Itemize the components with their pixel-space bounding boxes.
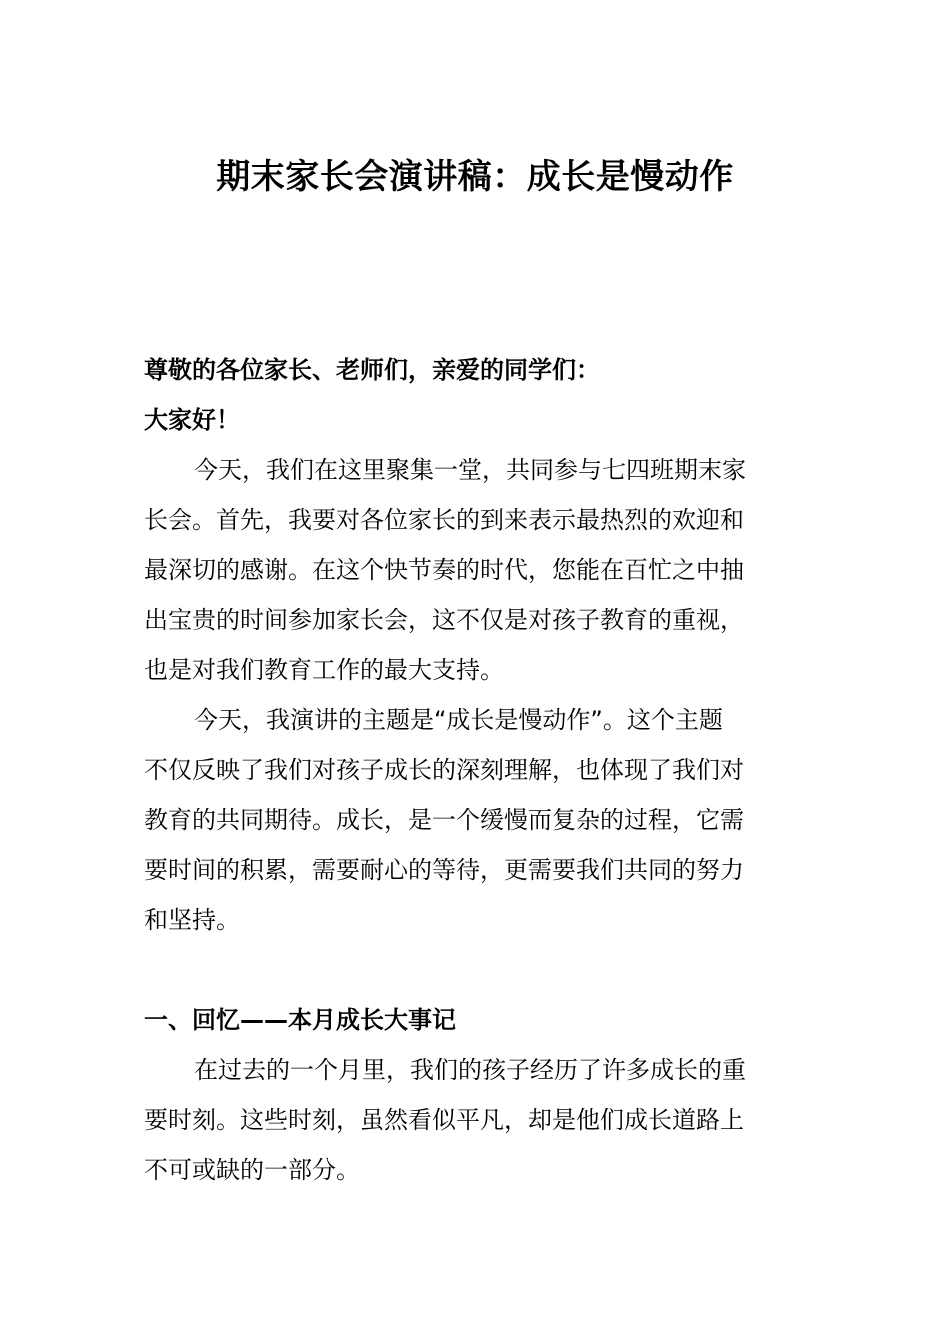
section-heading: 一、回忆——本月成长大事记 (144, 1006, 456, 1034)
paragraph-welcome (144, 445, 809, 695)
paragraph-line: 和坚持。 (144, 906, 240, 934)
paragraph-line: 不仅反映了我们对孩子成长的深刻理解，也体现了我们对 (144, 756, 744, 784)
paragraph-line: 今天，我演讲的主题是“成长是慢动作”。这个主题 (194, 706, 723, 734)
salutation: 尊敬的各位家长、老师们，亲爱的同学们： (144, 356, 600, 384)
section-spacer (144, 945, 809, 995)
paragraph-line: 今天，我们在这里聚集一堂，共同参与七四班期末家 (194, 456, 746, 484)
paragraph-memories (144, 1045, 809, 1195)
paragraph-line: 要时间的积累，需要耐心的等待，更需要我们共同的努力 (144, 856, 744, 884)
paragraph-line: 最深切的感谢。在这个快节奏的时代，您能在百忙之中抽 (144, 556, 744, 584)
paragraph-line: 教育的共同期待。成长，是一个缓慢而复杂的过程，它需 (144, 806, 744, 834)
greeting: 大家好！ (144, 406, 240, 434)
paragraph-theme (144, 695, 809, 945)
paragraph-line: 在过去的一个月里，我们的孩子经历了许多成长的重 (194, 1056, 746, 1084)
paragraph-line: 不可或缺的一部分。 (144, 1156, 360, 1184)
paragraph-line: 出宝贵的时间参加家长会，这不仅是对孩子教育的重视， (144, 606, 744, 634)
document-title: 期末家长会演讲稿：成长是慢动作 (216, 157, 734, 197)
document-body (144, 345, 809, 1195)
paragraph-line: 也是对我们教育工作的最大支持。 (144, 656, 504, 684)
paragraph-line: 长会。首先，我要对各位家长的到来表示最热烈的欢迎和 (144, 506, 744, 534)
paragraph-line: 要时刻。这些时刻，虽然看似平凡，却是他们成长道路上 (144, 1106, 744, 1134)
